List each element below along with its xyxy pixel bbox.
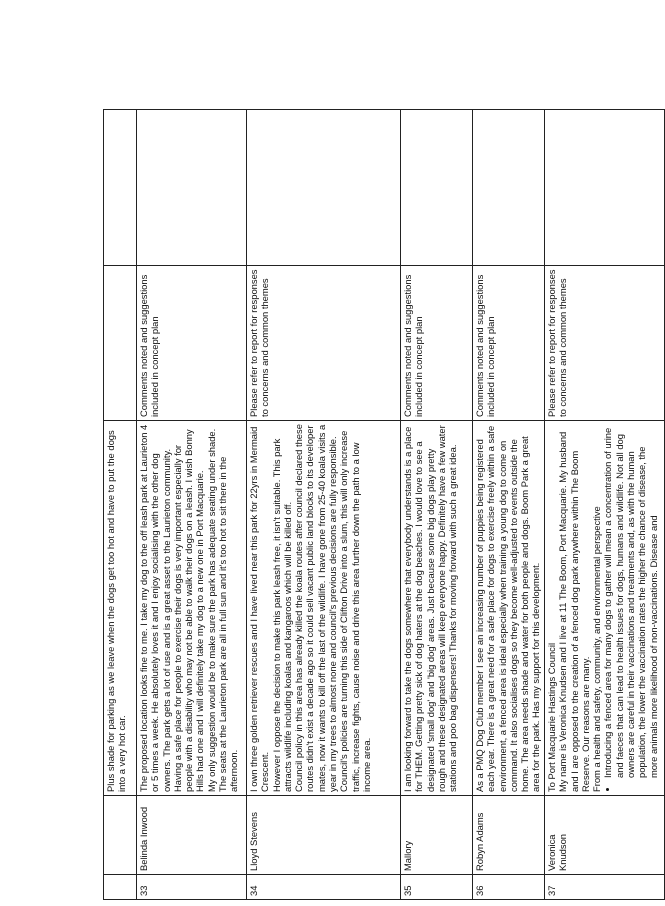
submission-number: 34 — [247, 875, 401, 900]
table-row — [137, 110, 247, 900]
council-response: Please refer to report for responses to concerns and common themes — [545, 266, 665, 421]
bullet-list — [602, 424, 658, 792]
table-row — [473, 110, 545, 900]
submissions-table — [103, 109, 665, 900]
council-response: Comments noted and suggestions included in concept plan — [401, 266, 473, 421]
submission-paragraph: The proposed location looks fine to me. I take my dog to the off leash park at Laurieton 4 or 5 times a week. He absolutely loves it and I enjoy socialising with the other dog owners. The park gets a lot of use and is a great asset to the Laurieton community. — [138, 424, 172, 792]
submission-text — [401, 421, 473, 796]
submission-paragraph: My name is Veronica Knudsen and I live at 11 The Boom, Port Macquarie. My husband and I are opposed to the creation of a fenced dog park anywhere within The Boom Reserve. Our reasons are many. — [557, 431, 591, 792]
submission-paragraph: I own three golden retriever rescues and I have lived near this park for 22yrs in Mermaid Crescent. — [248, 426, 271, 792]
submission-paragraph: Having a safe place for people to exercise their dogs is very important especially for people with a disability who may not be able to walk their dogs on a leash. I wish Bonny Hills had one and I will definitely take my dog to a new one in Port Macquarie. — [171, 429, 206, 792]
submission-number — [104, 875, 137, 900]
submission-paragraph: I am looking forward to take the dogs somewhere that everybody understands is a place for THEM. Getting pretty sick of dog haters at the dog beaches. I would love to see a designated 'small dog' and 'big dog' areas. Just because some big dogs play pretty rough and these designated areas will keep everyone happy. Definitely have a few water stations and poo bag dispensers! Thanks for moving forward with such a great idea. — [402, 425, 459, 792]
table-row — [247, 110, 401, 900]
bullet-item: • Introducing a fenced area for many dogs to gather will mean a concentration of urine and faeces that can lead to health issues for dogs, humans and wildlife. Not all dog owners are careful in their vaccinations and treatments and, as with the human population, the lower the vaccination rates the higher the chance of disease, the more animals more likelihood of non-vaccinations. Disease and — [602, 424, 658, 778]
submission-text — [247, 421, 401, 796]
submitter-name: Veronica Knudson — [545, 796, 665, 875]
blank-cell — [401, 110, 473, 266]
submission-paragraph: Council's policies are turning this side of Clifton Drive into a slum, this will only increase traffic, increase fights, cause noise and drive this area further down the path to a low income area. — [338, 430, 372, 792]
submission-text — [545, 421, 665, 796]
table-row — [104, 110, 137, 900]
submission-paragraph: However I oppose the decision to make this park leash free, it isn't suitable. This park attracts wildlife including koalas and kangaroos which will be killed off. — [270, 438, 293, 792]
submission-paragraph: To Port Macquarie Hastings Council — [546, 642, 557, 792]
submitter-name: Mallory — [401, 796, 473, 875]
council-response: Comments noted and suggestions included in concept plan — [473, 266, 545, 421]
blank-cell — [104, 110, 137, 266]
table-row — [545, 110, 665, 900]
submission-paragraph: My only suggestion would be to make sure the park has adequate seating under shade. The seats at the Laurieton park are all in full sun and it's too hot to sit there in the afternoon. — [205, 428, 240, 792]
council-response: Comments noted and suggestions included in concept plan — [137, 266, 247, 421]
submission-paragraph: Council policy in this area has already killed the koala routes after council declared these routes didn't exist a decade ago so it could sell vacant public land blocks to its developer mates, now it wants to kill off the last of the wildlife. I have gone from 25-40 koala visits a year in my trees to almost none and council's previous decisions are fully responsible. — [293, 424, 339, 792]
table-row — [401, 110, 473, 900]
submitter-name — [104, 796, 137, 875]
submission-text — [137, 421, 247, 796]
submission-paragraph: As a PMQ Dog Club member I see an increasing number of puppies being registered each year. There is a great need for a safe place for dogs to exercise freely within a safe environment, a fenced area is ideal especially when training a young dog to come on command. It also socialises dogs so they become well-adjusted to events outside the home. The area needs shade and water for both people and dogs. Boom Park a great area for the park. Has my support for this development. — [474, 425, 542, 792]
submitter-name: Robyn Adams — [473, 796, 545, 875]
council-response: Please refer to report for responses to concerns and common themes — [247, 266, 401, 421]
blank-cell — [473, 110, 545, 266]
blank-cell — [247, 110, 401, 266]
submission-number: 37 — [545, 875, 665, 900]
submission-number: 36 — [473, 875, 545, 900]
blank-cell — [137, 110, 247, 266]
submitter-name: Lloyd Stevens — [247, 796, 401, 875]
submission-text — [104, 421, 137, 796]
council-response — [104, 266, 137, 421]
submission-paragraph: Plus shade for parking as we leave when the dogs get too hot and have to put the dogs into a very hot car. — [105, 430, 128, 792]
blank-cell — [545, 110, 665, 266]
submission-number: 35 — [401, 875, 473, 900]
submission-number: 33 — [137, 875, 247, 900]
submitter-name: Belinda Inwood — [137, 796, 247, 875]
submission-paragraph: From a health and safety, community, and environmental perspective — [591, 506, 603, 792]
submission-text — [473, 421, 545, 796]
